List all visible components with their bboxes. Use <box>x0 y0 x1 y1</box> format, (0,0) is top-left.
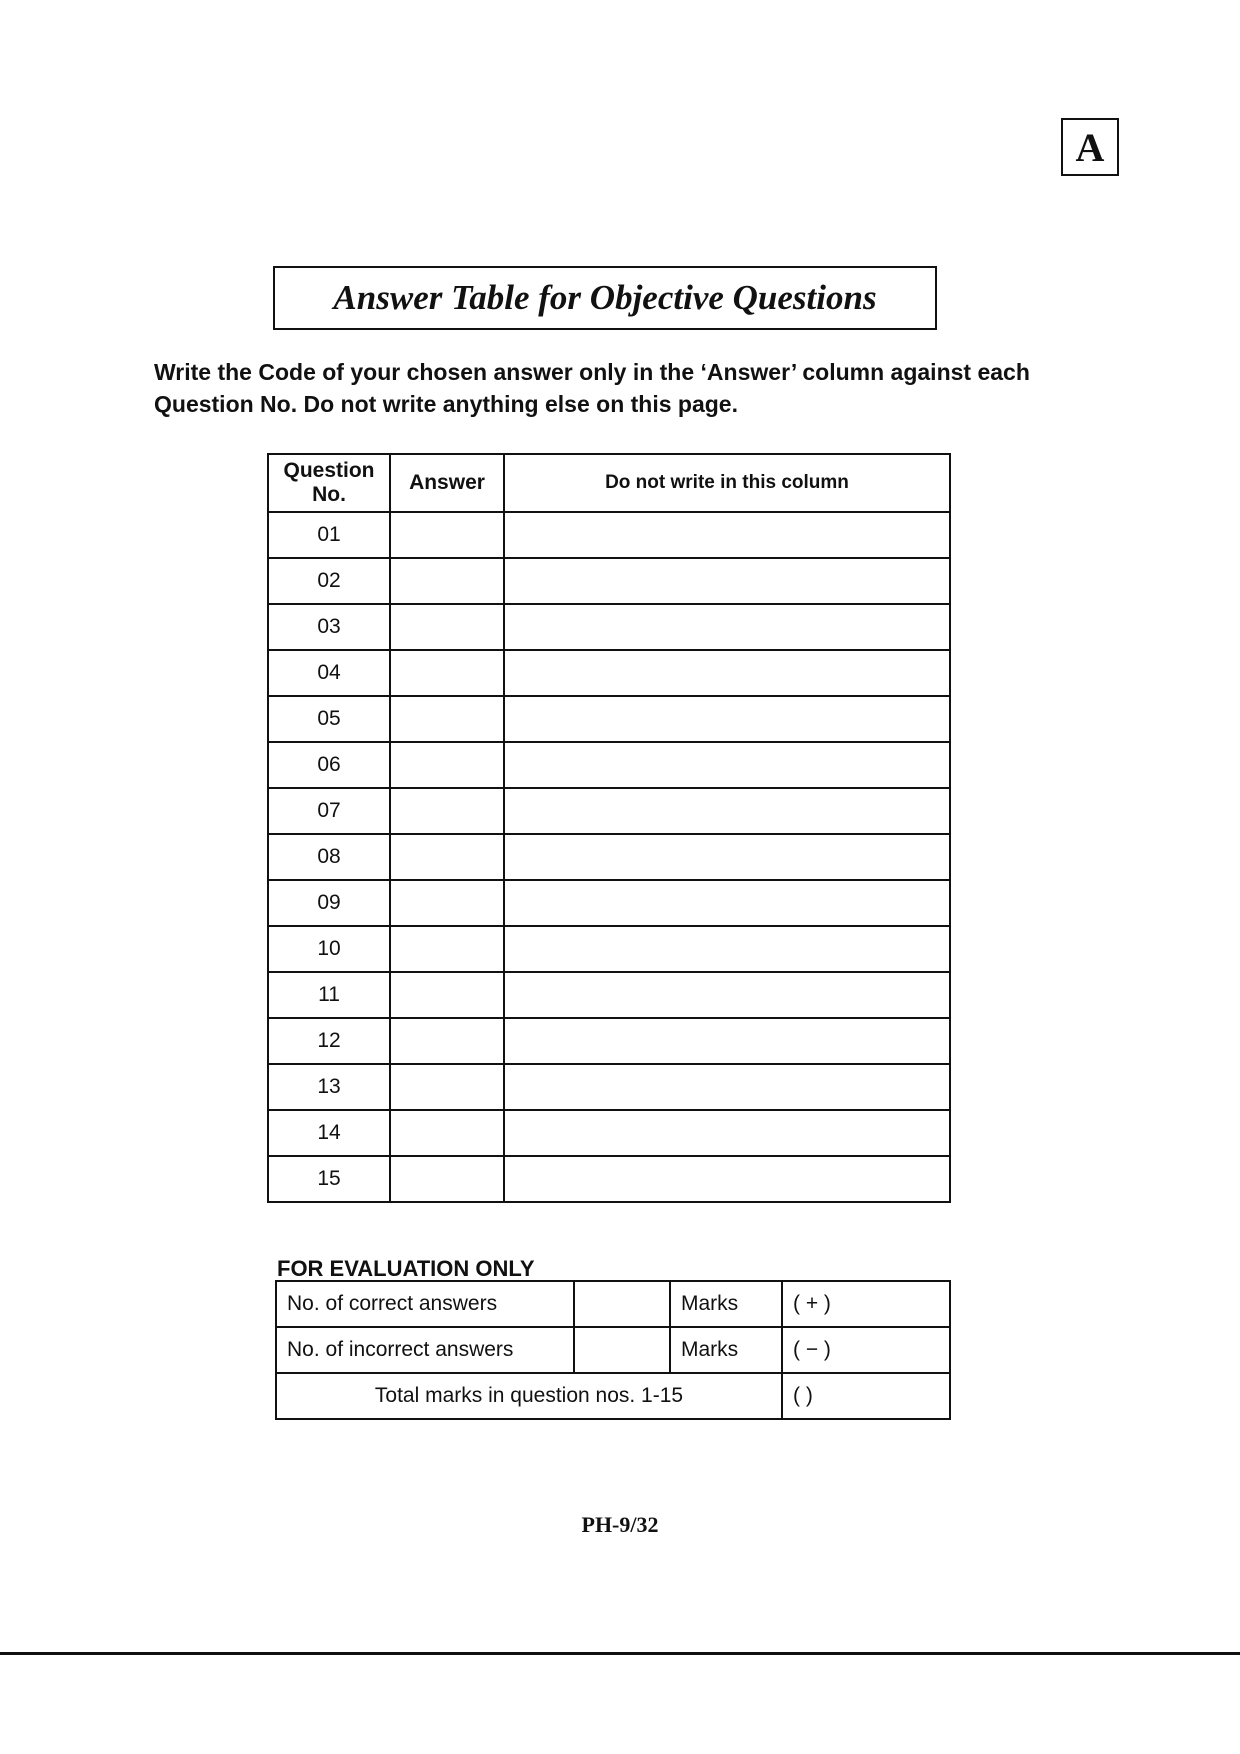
answer-cell[interactable] <box>390 880 504 926</box>
evaluator-note-cell <box>504 788 950 834</box>
answer-row <box>268 604 950 650</box>
answer-cell[interactable] <box>390 1110 504 1156</box>
note-column-header: Do not write in this column <box>504 454 950 512</box>
evaluator-note-cell <box>504 1156 950 1202</box>
question-number-cell: 14 <box>268 1110 390 1156</box>
evaluator-note-cell <box>504 926 950 972</box>
bottom-rule-divider <box>0 1652 1240 1655</box>
evaluation-table <box>275 1280 951 1420</box>
question-number-cell: 15 <box>268 1156 390 1202</box>
question-number-cell: 01 <box>268 512 390 558</box>
incorrect-answers-row <box>276 1327 950 1373</box>
incorrect-marks-label: Marks <box>670 1327 782 1373</box>
answer-row <box>268 1110 950 1156</box>
evaluator-note-cell <box>504 512 950 558</box>
page-title: Answer Table for Objective Questions <box>273 266 937 330</box>
answer-cell[interactable] <box>390 972 504 1018</box>
question-number-cell: 09 <box>268 880 390 926</box>
evaluator-note-cell <box>504 650 950 696</box>
evaluator-note-cell <box>504 742 950 788</box>
evaluator-note-cell <box>504 1064 950 1110</box>
answer-cell[interactable] <box>390 1018 504 1064</box>
answer-cell[interactable] <box>390 834 504 880</box>
total-marks-cell[interactable]: ( ) <box>782 1373 950 1419</box>
question-number-cell: 04 <box>268 650 390 696</box>
answer-row <box>268 834 950 880</box>
correct-answers-label: No. of correct answers <box>276 1281 574 1327</box>
answer-row <box>268 1064 950 1110</box>
answer-row <box>268 558 950 604</box>
answer-table-header-row <box>268 454 950 512</box>
answer-cell[interactable] <box>390 788 504 834</box>
evaluator-note-cell <box>504 604 950 650</box>
evaluator-note-cell <box>504 696 950 742</box>
answer-row <box>268 972 950 1018</box>
answer-cell[interactable] <box>390 1064 504 1110</box>
answer-cell[interactable] <box>390 1156 504 1202</box>
question-number-cell: 02 <box>268 558 390 604</box>
incorrect-count-cell[interactable] <box>574 1327 670 1373</box>
answer-cell[interactable] <box>390 604 504 650</box>
evaluator-note-cell <box>504 972 950 1018</box>
answer-row <box>268 742 950 788</box>
correct-marks-label: Marks <box>670 1281 782 1327</box>
correct-marks-cell[interactable]: ( + ) <box>782 1281 950 1327</box>
evaluator-note-cell <box>504 834 950 880</box>
question-number-cell: 13 <box>268 1064 390 1110</box>
question-number-cell: 08 <box>268 834 390 880</box>
answer-cell[interactable] <box>390 926 504 972</box>
answer-row <box>268 1018 950 1064</box>
incorrect-marks-cell[interactable]: ( − ) <box>782 1327 950 1373</box>
evaluation-heading: FOR EVALUATION ONLY <box>277 1256 535 1281</box>
answer-cell[interactable] <box>390 558 504 604</box>
evaluator-note-cell <box>504 1018 950 1064</box>
answer-row <box>268 926 950 972</box>
question-no-header: Question No. <box>268 454 390 512</box>
correct-count-cell[interactable] <box>574 1281 670 1327</box>
question-number-cell: 12 <box>268 1018 390 1064</box>
question-number-cell: 10 <box>268 926 390 972</box>
answer-row <box>268 880 950 926</box>
evaluator-note-cell <box>504 1110 950 1156</box>
answer-header: Answer <box>390 454 504 512</box>
answer-row <box>268 650 950 696</box>
answer-row <box>268 788 950 834</box>
answer-cell[interactable] <box>390 696 504 742</box>
answer-row <box>268 512 950 558</box>
evaluator-note-cell <box>504 880 950 926</box>
question-number-cell: 06 <box>268 742 390 788</box>
question-number-cell: 03 <box>268 604 390 650</box>
version-letter-box: A <box>1061 118 1119 176</box>
answer-cell[interactable] <box>390 512 504 558</box>
answer-row <box>268 1156 950 1202</box>
instructions-text: Write the Code of your chosen answer only in the ‘Answer’ column against each Question No. Do not write anything else on this page. <box>154 359 1030 417</box>
footer-page-code: PH-9/32 <box>581 1512 659 1537</box>
incorrect-answers-label: No. of incorrect answers <box>276 1327 574 1373</box>
answer-cell[interactable] <box>390 650 504 696</box>
question-number-cell: 11 <box>268 972 390 1018</box>
evaluator-note-cell <box>504 558 950 604</box>
answer-cell[interactable] <box>390 742 504 788</box>
total-marks-label: Total marks in question nos. 1-15 <box>276 1373 782 1419</box>
answer-table <box>267 453 951 1203</box>
question-number-cell: 07 <box>268 788 390 834</box>
answer-row <box>268 696 950 742</box>
correct-answers-row <box>276 1281 950 1327</box>
total-marks-row <box>276 1373 950 1419</box>
question-number-cell: 05 <box>268 696 390 742</box>
